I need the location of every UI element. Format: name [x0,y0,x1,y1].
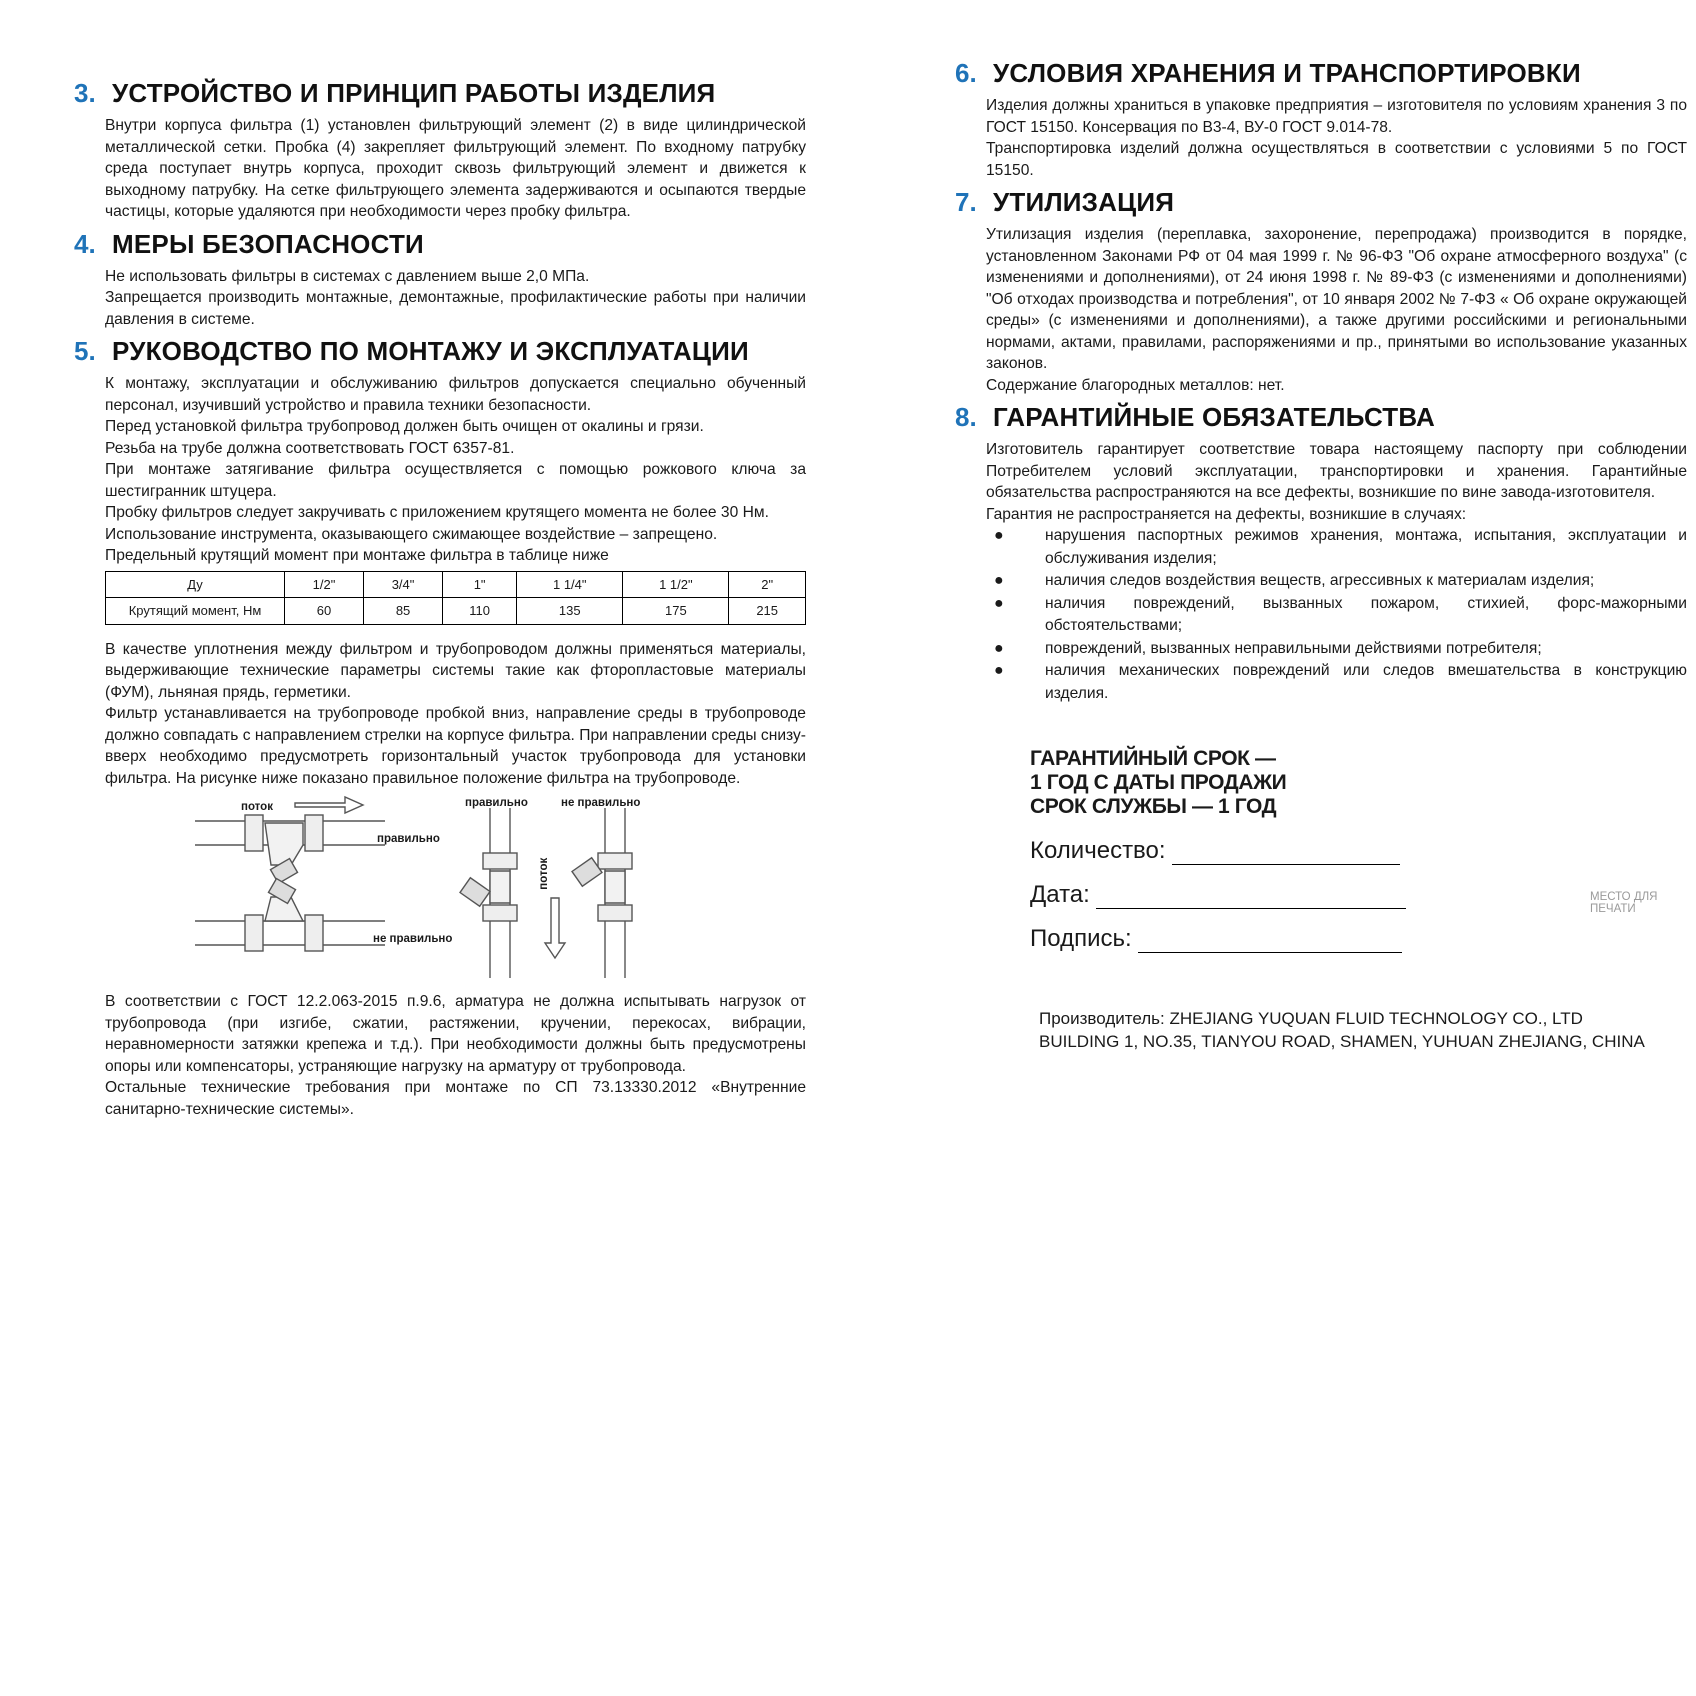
list-item-text: наличия механических повреждений или следов вмешательства в конструкцию изделия. [1045,662,1687,702]
paragraph: Содержание благородных металлов: нет. [986,376,1285,394]
paragraph: При монтаже затягивание фильтра осуществляется с помощью рожкового ключа за шестигранник штуцера. [105,461,806,500]
table-cell: 2" [729,571,806,598]
paragraph: Изделия должны храниться в упаковке предприятия – изготовителя по условиям хранения 3 по ГОСТ 15150. Консервация по В3-4, ВУ-0 ГОСТ 9.014-78. [986,97,1687,136]
manufacturer-address: BUILDING 1, NO.35, TIANYOU ROAD, SHAMEN, YUHUAN ZHEJIANG, CHINA [1039,1032,1645,1051]
paragraph: Остальные технические требования при монтаже по СП 73.13330.2012 «Внутренние санитарно-технические системы». [105,1079,806,1118]
table-cell: 110 [443,598,517,625]
table-cell: 175 [623,598,729,625]
section-number: 8. [955,402,977,432]
section-title: УСТРОЙСТВО И ПРИНЦИП РАБОТЫ ИЗДЕЛИЯ [112,78,716,108]
warranty-block [1030,747,1687,955]
section-7-heading [955,187,1687,218]
quantity-row [1030,837,1687,867]
table-cell: 1 1/2" [623,571,729,598]
table-row [106,571,806,598]
section-5 [74,336,806,1120]
paragraph: Гарантия не распространяется на дефекты, возникшие в случаях: [986,505,1467,523]
paragraph: Предельный крутящий момент при монтаже фильтра в таблице ниже [105,547,609,564]
section-8 [955,402,1687,705]
left-column [74,78,806,1126]
paragraph: Транспортировка изделий должна осуществляться в соответствии с условиями 5 по ГОСТ 15150. [986,140,1687,179]
bullet-icon: ● [994,527,1004,544]
table-cell: 1/2" [285,571,364,598]
section-number: 5. [74,336,96,366]
date-label: Дата: [1030,881,1090,908]
section-title: РУКОВОДСТВО ПО МОНТАЖУ И ЭКСПЛУАТАЦИИ [112,336,749,366]
paragraph: Перед установкой фильтра трубопровод должен быть очищен от окалины и грязи. [105,418,704,435]
bullet-icon: ● [994,639,1004,657]
section-title: УТИЛИЗАЦИЯ [993,187,1175,217]
torque-table [105,571,806,625]
section-number: 3. [74,78,96,108]
list-item-text: наличия следов воздействия веществ, агрессивных к материалам изделия; [1045,572,1595,589]
table-cell: 85 [364,598,443,625]
manufacturer-line: Производитель: ZHEJIANG YUQUAN FLUID TECHNOLOGY CO., LTD [1039,1009,1583,1028]
table-cell: Крутящий момент, Нм [106,598,285,625]
paragraph: Утилизация изделия (переплавка, захоронение, перепродажа) производится в порядке, установленном Законами РФ от 04 мая 1999 г. № 96-ФЗ "Об охране атмосферного воздуха" (с изменениями и дополнениями), от 24 июня 1998 г. № 89-ФЗ (с изменениями и дополнениями) "Об отходах производства и потребления", от 10 января 2002 № 7-ФЗ « Об охране окружающей среды» (с изменениями и дополнениями), а также другими российскими и региональными нормами, актами, правилами, распоряжениями и пр., принятыми во использование указанных законов. [986,226,1687,372]
signature-field[interactable] [1138,930,1402,953]
table-cell: 60 [285,598,364,625]
exclusions-list [955,525,1687,705]
correct-label: правильно [377,833,440,845]
section-8-heading [955,402,1687,433]
quantity-label: Количество: [1030,837,1166,864]
section-body [105,373,806,1120]
installation-diagram-drawing [105,793,805,983]
date-field[interactable] [1096,886,1406,909]
paragraph: В качестве уплотнения между фильтром и трубопроводом должны применяться материалы, выдерживающие технические параметры системы такие как фторопластовые материалы (ФУМ), льняная прядь, герметики. [105,640,806,701]
table-cell: Ду [106,571,285,598]
list-item-text: повреждений, вызванных неправильными действиями потребителя; [1045,639,1542,657]
warranty-line: СРОК СЛУЖБЫ — 1 ГОД [1030,795,1277,818]
section-title: ГАРАНТИЙНЫЕ ОБЯЗАТЕЛЬСТВА [993,402,1436,432]
flow-label: поток [538,857,551,890]
flow-label: поток [241,801,273,813]
signature-row [1030,925,1687,955]
section-4-heading [74,229,806,260]
section-3-heading [74,78,806,109]
paragraph: В соответствии с ГОСТ 12.2.063-2015 п.9.6, арматура не должна испытывать нагрузок от трубопровода (при изгибе, сжатии, растяжении, кручении, перекосах, вибрации, неравномерности затяжки крепежа и т.д.). При необходимости должны быть предусмотрены опоры или компенсаторы, устраняющие нагрузку на арматуру от трубопровода. [105,993,806,1075]
table-row [106,598,806,625]
paragraph: Резьба на трубе должна соответствовать ГОСТ 6357-81. [105,439,515,457]
warranty-line: ГАРАНТИЙНЫЙ СРОК — [1030,747,1276,770]
list-item [955,638,1687,661]
manufacturer-info [1039,1007,1687,1053]
section-6 [955,58,1687,181]
installation-diagram [105,793,805,983]
stamp-placeholder: МЕСТО ДЛЯ ПЕЧАТИ [1590,891,1658,915]
section-body [105,266,806,331]
section-number: 4. [74,228,96,259]
section-6-heading [955,58,1687,89]
date-row [1030,881,1687,915]
table-cell: 1" [443,571,517,598]
bullet-icon: ● [994,572,1004,589]
section-body [105,115,806,223]
paragraph: Внутри корпуса фильтра (1) установлен фильтрующий элемент (2) в виде цилиндрической металлической сетки. Пробка (4) закрепляет фильтрующий элемент. По входному патрубку среда поступает внутрь корпуса, проходит сквозь фильтрующий элемент и движется к выходному патрубку. На сетке фильтрующего элемента задерживаются и осыпаются твердые частицы, которые удаляются при необходимости через пробку фильтра. [105,117,806,220]
section-title: МЕРЫ БЕЗОПАСНОСТИ [112,228,424,259]
table-cell: 3/4" [364,571,443,598]
section-5-heading [74,336,806,367]
warranty-form [1030,837,1687,955]
section-7 [955,187,1687,396]
table-cell: 135 [517,598,623,625]
paragraph: Использование инструмента, оказывающего сжимающее воздействие – запрещено. [105,525,718,543]
list-item-text: наличия повреждений, вызванных пожаром, стихией, форс-мажорными обстоятельствами; [1045,594,1687,634]
section-3 [74,78,806,223]
section-body [986,439,1687,525]
table-cell: 1 1/4" [517,571,623,598]
bullet-icon: ● [994,662,1004,679]
paragraph: Фильтр устанавливается на трубопроводе пробкой вниз, направление среды в трубопроводе должно совпадать с направлением стрелки на корпусе фильтра. При направлении среды снизу-вверх необходимо предусмотреть горизонтальный участок трубопровода для установки фильтра. На рисунке ниже показано правильное положение фильтра на трубопроводе. [105,705,806,787]
bullet-icon: ● [994,594,1004,612]
section-number: 6. [955,58,977,88]
wrong-label: не правильно [373,933,453,945]
paragraph: Запрещается производить монтажные, демонтажные, профилактические работы при наличии давления в системе. [105,289,806,328]
section-body [986,95,1687,181]
section-number: 7. [955,187,977,217]
list-item-text: нарушения паспортных режимов хранения, монтажа, испытания, эксплуатации и обслуживания изделия; [1045,527,1687,567]
quantity-field[interactable] [1172,842,1400,865]
section-4 [74,229,806,331]
list-item [955,525,1687,570]
list-item [955,570,1687,593]
section-body [986,224,1687,396]
signature-label: Подпись: [1030,925,1132,952]
list-item [955,660,1687,705]
wrong-label: не правильно [561,797,641,809]
section-title: УСЛОВИЯ ХРАНЕНИЯ И ТРАНСПОРТИРОВКИ [993,58,1581,88]
paragraph: Пробку фильтров следует закручивать с приложением крутящего момента не более 30 Нм. [105,504,769,521]
paragraph: К монтажу, эксплуатации и обслуживанию фильтров допускается специально обученный персонал, изучивший устройство и правила техники безопасности. [105,375,806,414]
paragraph: Изготовитель гарантирует соответствие товара настоящему паспорту при соблюдении Потребителем условий эксплуатации, транспортировки и хранения. Гарантийные обязательства распространяются на все дефекты, возникшие по вине завода-изготовителя. [986,441,1687,501]
list-item [955,593,1687,638]
correct-label: правильно [465,797,528,809]
table-cell: 215 [729,598,806,625]
warranty-line: 1 ГОД С ДАТЫ ПРОДАЖИ [1030,771,1287,794]
right-column [955,58,1687,1053]
paragraph: Не использовать фильтры в системах с давлением выше 2,0 МПа. [105,267,590,285]
